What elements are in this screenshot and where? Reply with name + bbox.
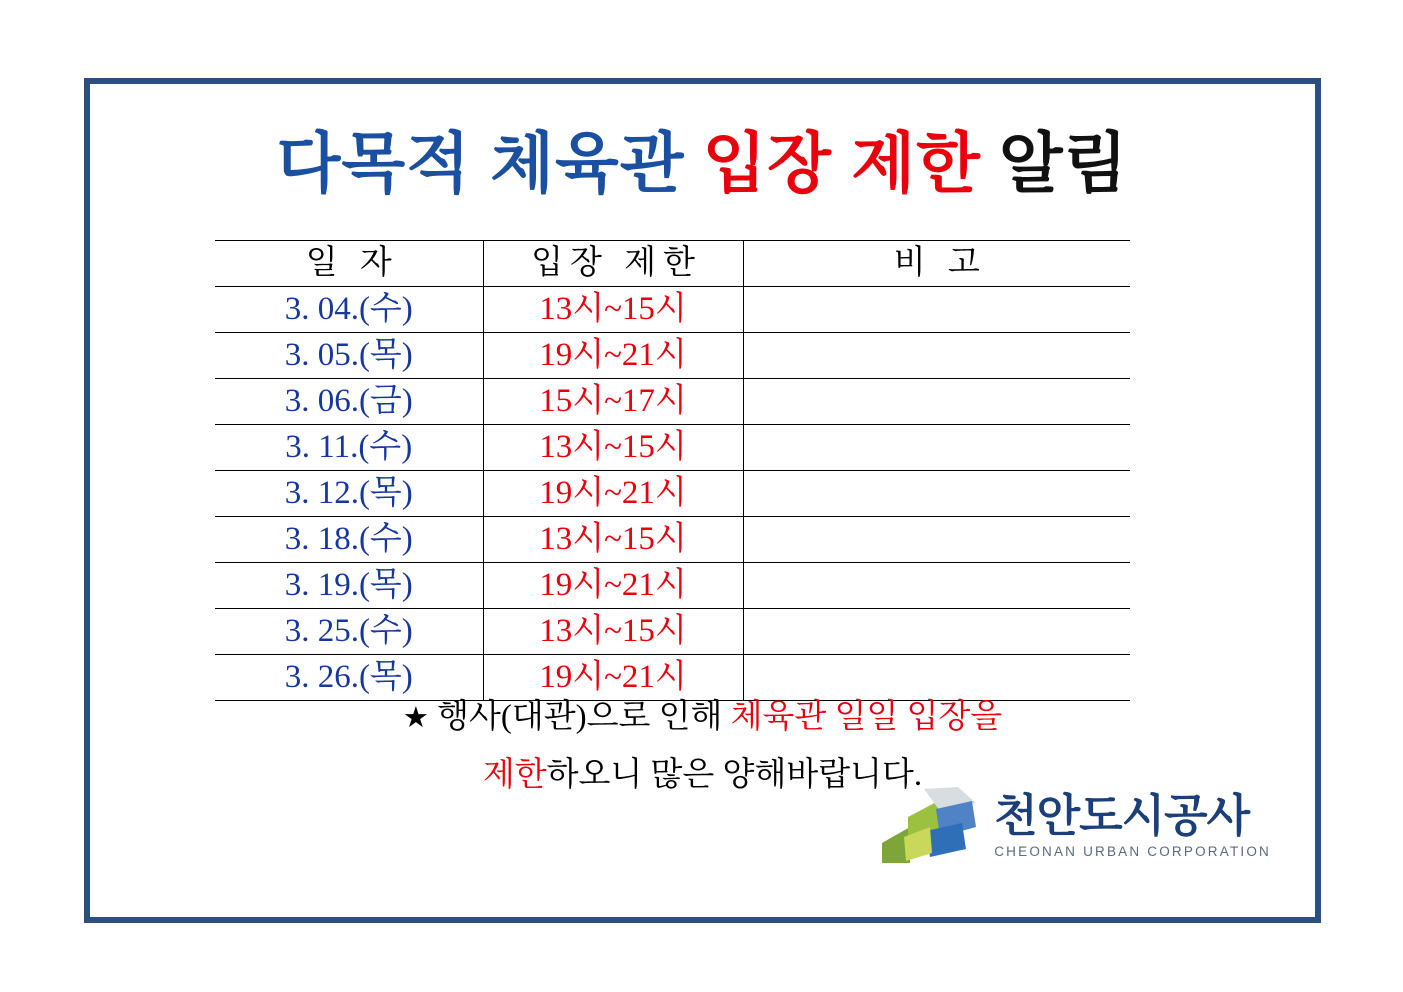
logo-block	[880, 787, 1271, 865]
footnote-line1-red: 체육관 일일 입장을	[730, 699, 1003, 735]
footnote-line2-red: 제한	[482, 756, 547, 793]
cell-date: 3. 18.(수)	[215, 517, 483, 563]
cell-date: 3. 19.(목)	[215, 563, 483, 609]
logo-name-en: CHEONAN URBAN CORPORATION	[994, 844, 1271, 859]
footnote-line1-black: 행사(대관)으로 인해	[437, 699, 723, 735]
table-row	[215, 471, 1130, 517]
cell-limit: 19시~21시	[483, 563, 743, 609]
table-row	[215, 379, 1130, 425]
table-row	[215, 287, 1130, 333]
logo-name-kr: 천안도시공사	[994, 790, 1250, 841]
cell-date: 3. 11.(수)	[215, 425, 483, 471]
cell-note	[743, 471, 1130, 517]
cell-date: 3. 05.(목)	[215, 333, 483, 379]
table-row	[215, 517, 1130, 563]
cell-limit: 13시~15시	[483, 425, 743, 471]
cell-date: 3. 25.(수)	[215, 609, 483, 655]
title-part-red: 입장 제한	[702, 126, 981, 200]
cell-limit: 19시~21시	[483, 655, 743, 701]
table-header-row	[215, 241, 1130, 287]
table-row	[215, 609, 1130, 655]
footnote-line-1	[90, 689, 1315, 747]
cell-date: 3. 06.(금)	[215, 379, 483, 425]
cell-limit: 13시~15시	[483, 517, 743, 563]
cheonan-logo-icon	[880, 787, 984, 865]
footnote-line2-black: 하오니 많은 양해바랍니다.	[546, 756, 923, 793]
logo-text	[994, 790, 1271, 859]
cell-limit: 19시~21시	[483, 333, 743, 379]
column-header-limit: 입장 제한	[483, 241, 743, 287]
table-row	[215, 563, 1130, 609]
page-title	[90, 110, 1315, 205]
cell-date: 3. 04.(수)	[215, 287, 483, 333]
cell-date: 3. 26.(목)	[215, 655, 483, 701]
cell-note	[743, 563, 1130, 609]
cell-limit: 13시~15시	[483, 287, 743, 333]
cell-note	[743, 287, 1130, 333]
cell-note	[743, 333, 1130, 379]
cell-limit: 13시~15시	[483, 609, 743, 655]
poster-frame	[84, 78, 1321, 923]
cell-note	[743, 609, 1130, 655]
title-part-blue: 다목적 체육관	[276, 126, 685, 200]
table-row	[215, 333, 1130, 379]
column-header-date: 일 자	[215, 241, 483, 287]
title-part-dark: 알림	[998, 126, 1129, 200]
cell-limit: 15시~17시	[483, 379, 743, 425]
star-icon: ★	[402, 702, 429, 734]
schedule-table-wrapper	[215, 240, 1130, 701]
column-header-note: 비 고	[743, 241, 1130, 287]
cell-date: 3. 12.(목)	[215, 471, 483, 517]
cell-limit: 19시~21시	[483, 471, 743, 517]
cell-note	[743, 425, 1130, 471]
cell-note	[743, 517, 1130, 563]
cell-note	[743, 379, 1130, 425]
table-row	[215, 425, 1130, 471]
schedule-table	[215, 240, 1130, 701]
